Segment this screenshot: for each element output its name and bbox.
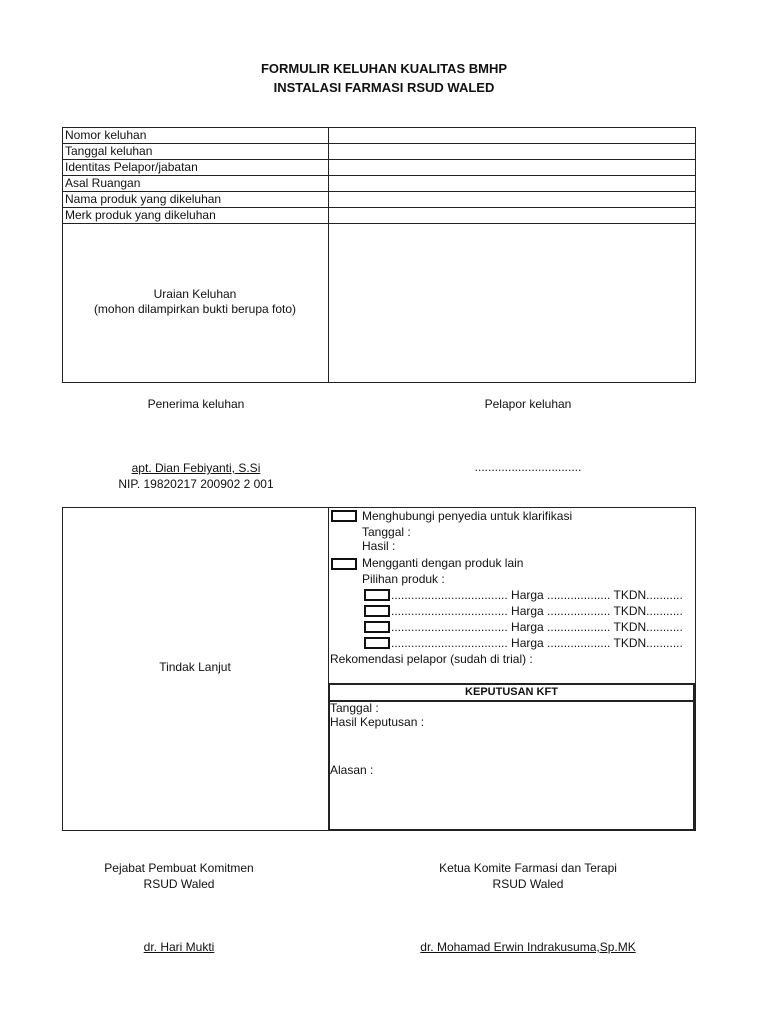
decision-box [328,683,695,831]
product-option-line: ................................... Harga ................... TKDN........... [391,604,683,618]
contact-result-label: Hasil : [362,539,396,553]
product-option-checkbox[interactable] [364,621,390,633]
table-row-label: Tanggal keluhan [65,144,153,158]
form-title: FORMULIR KELUHAN KUALITAS BMHP [260,61,508,76]
product-option-line: ................................... Harga ................... TKDN........... [391,636,683,650]
receiver-nip: NIP. 19820217 200902 2 001 [118,477,274,491]
follow-up-label: Tindak Lanjut [159,660,231,674]
decision-result-label: Hasil Keputusan : [330,715,425,729]
product-option-checkbox[interactable] [364,605,390,617]
option-contact-checkbox[interactable] [331,510,357,522]
kft-chair-org: RSUD Waled [492,877,564,891]
reporter-role: Pelapor keluhan [484,397,572,411]
product-option-checkbox[interactable] [364,637,390,649]
description-label: Uraian Keluhan [153,287,237,301]
product-option-checkbox[interactable] [364,589,390,601]
contact-date-label: Tanggal : [362,525,411,539]
table-row-label: Merk produk yang dikeluhan [65,208,216,222]
product-choice-label: Pilihan produk : [362,572,445,586]
form-subtitle: INSTALASI FARMASI RSUD WALED [273,80,495,95]
table-row-label: Nama produk yang dikeluhan [65,192,222,206]
kft-chair-name: dr. Mohamad Erwin Indrakusuma,Sp.MK [420,940,636,954]
option-replace-checkbox[interactable] [331,558,357,570]
receiver-name: apt. Dian Febiyanti, S.Si [131,461,261,475]
decision-header: KEPUTUSAN KFT [465,686,558,698]
product-option-line: ................................... Harga ................... TKDN........... [391,620,683,634]
decision-date-label: Tanggal : [330,701,379,715]
ppk-org: RSUD Waled [143,877,215,891]
table-row-label: Asal Ruangan [65,176,141,190]
table-row-label: Identitas Pelapor/jabatan [65,160,198,174]
kft-chair-role: Ketua Komite Farmasi dan Terapi [439,861,617,875]
description-note: (mohon dilampirkan bukti berupa foto) [93,302,297,316]
option-replace-label: Mengganti dengan produk lain [362,556,524,570]
receiver-role: Penerima keluhan [147,397,245,411]
reporter-name-placeholder: ................................ [474,460,582,474]
product-option-line: ................................... Harga ................... TKDN........... [391,588,683,602]
ppk-name: dr. Hari Mukti [143,940,215,954]
option-contact-label: Menghubungi penyedia untuk klarifikasi [362,509,573,523]
decision-reason-label: Alasan : [330,763,374,777]
ppk-role: Pejabat Pembuat Komitmen [104,861,254,875]
table-row-label: Nomor keluhan [65,128,147,142]
recommendation-label: Rekomendasi pelapor (sudah di trial) : [330,652,533,666]
